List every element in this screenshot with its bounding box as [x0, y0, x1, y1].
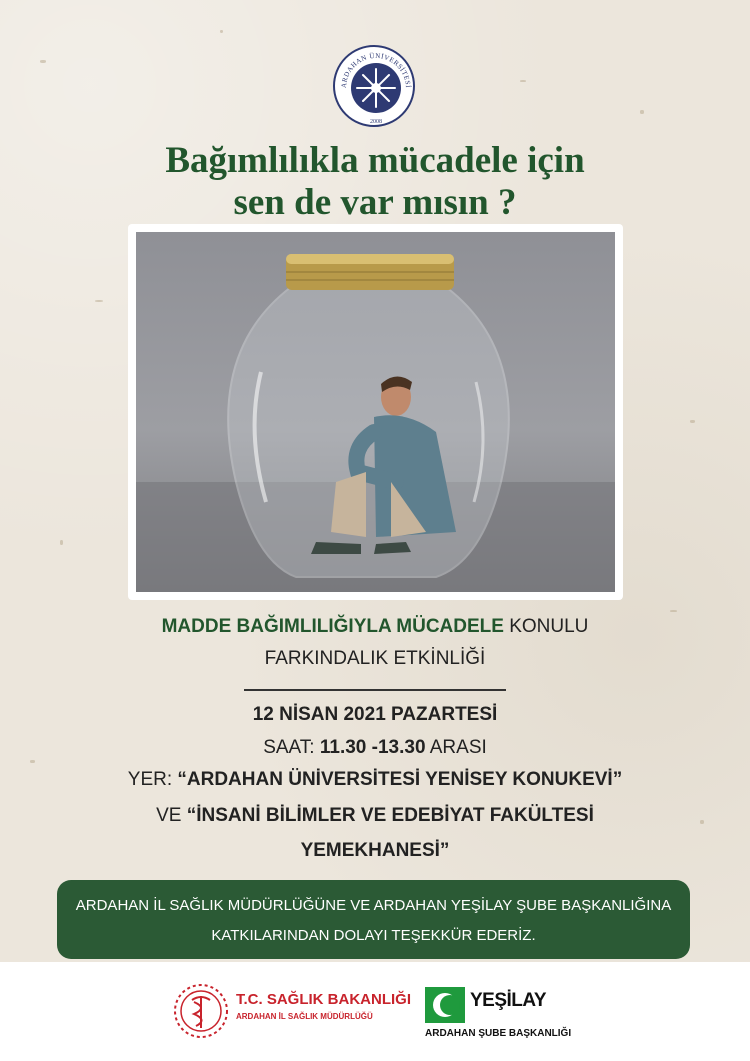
seal-year: 2008: [370, 119, 382, 125]
time-suffix: ARASI: [425, 737, 487, 758]
event-time: [0, 737, 750, 759]
place1-name: “ARDAHAN ÜNİVERSİTESİ YENİSEY KONUKEVİ”: [177, 769, 623, 790]
event-type: FARKINDALIK ETKİNLİĞİ: [264, 648, 486, 669]
ministry-emblem-icon: [172, 982, 230, 1040]
yesilay-unit: ARDAHAN ŞUBE BAŞKANLIĞI: [425, 1028, 572, 1039]
event-topic-rest: KONULU: [503, 616, 589, 637]
place-prefix: YER:: [127, 769, 178, 790]
time-prefix: SAAT:: [263, 737, 320, 758]
yesilay-crescent-icon: [425, 987, 465, 1023]
divider: [244, 689, 506, 691]
photo-frame: [128, 224, 623, 600]
and-prefix: VE: [156, 805, 187, 826]
thanks-banner: [57, 880, 690, 959]
university-seal-logo: [333, 45, 415, 127]
event-date: 12 NİSAN 2021 PAZARTESİ: [252, 704, 498, 725]
sponsor-footer: [0, 962, 750, 1061]
thanks-line1: ARDAHAN İL SAĞLIK MÜDÜRLÜĞÜNE VE ARDAHAN YEŞİLAY ŞUBE BAŞKANLIĞINA: [75, 897, 672, 914]
event-topic: [0, 616, 750, 638]
event-topic-bold: MADDE BAĞIMLILIĞIYLA MÜCADELE: [161, 616, 504, 637]
thanks-line2: KATKILARINDAN DOLAYI TEŞEKKÜR EDERİZ.: [211, 927, 536, 944]
ministry-name: T.C. SAĞLIK BAKANLIĞI: [236, 991, 411, 1008]
event-place1: [0, 769, 750, 791]
seal-university-name: ARDAHAN ÜNİVERSİTESİ: [339, 51, 413, 89]
headline-line1: Bağımlılıkla mücadele için: [165, 140, 585, 181]
yesilay-name: YEŞİLAY: [470, 990, 547, 1011]
event-place2: [0, 805, 750, 827]
event-place2-line2: YEMEKHANESİ”: [300, 840, 450, 861]
headline-line2: sen de var mısın ?: [233, 182, 517, 223]
time-range: 11.30 -13.30: [319, 737, 426, 758]
ministry-unit: ARDAHAN İL SAĞLIK MÜDÜRLÜĞÜ: [236, 1012, 373, 1021]
place2-name-line1: “İNSANİ BİLİMLER VE EDEBİYAT FAKÜLTESİ: [186, 805, 594, 826]
man-in-jar-photo: [136, 232, 615, 592]
